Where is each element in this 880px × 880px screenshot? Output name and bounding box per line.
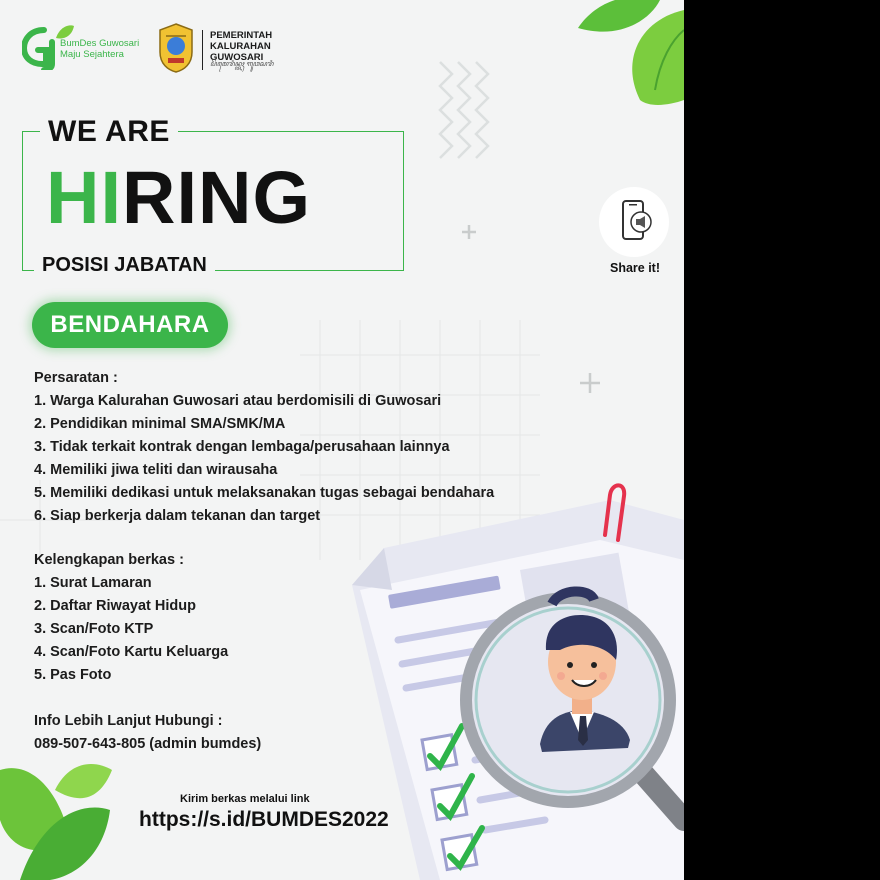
bumdes-name: [60, 38, 139, 60]
list-item: 2. Daftar Riwayat Hidup: [34, 598, 196, 614]
gov-line-3: GUWOSARI: [210, 52, 264, 63]
share-button[interactable]: [599, 187, 669, 257]
contact-title: Info Lebih Lanjut Hubungi :: [34, 713, 223, 729]
documents-section: [34, 549, 228, 687]
submit-link[interactable]: https://s.id/BUMDES2022: [139, 808, 389, 831]
gov-line-2: KALURAHAN: [210, 41, 271, 52]
contact-section: [34, 710, 261, 756]
headline-hiring: [46, 158, 311, 238]
leaf-icon: [0, 764, 112, 880]
list-item: 4. Memiliki jiwa teliti dan wirausaha: [34, 462, 278, 478]
leaf-icon: [578, 0, 684, 105]
headline-subtitle: POSISI JABATAN: [34, 254, 215, 277]
zigzag-decor: [440, 62, 488, 158]
list-item: 1. Surat Lamaran: [34, 575, 152, 591]
position-badge: BENDAHARA: [32, 302, 228, 348]
list-item: 3. Tidak terkait kontrak dengan lembaga/perusahaan lainnya: [34, 439, 450, 455]
guwosari-emblem-icon: [158, 22, 194, 74]
headline-we-are: WE ARE: [40, 115, 178, 149]
list-item: 1. Warga Kalurahan Guwosari atau berdomisili di Guwosari: [34, 393, 442, 409]
documents-title: Kelengkapan berkas :: [34, 552, 184, 568]
header-divider: [202, 30, 203, 70]
share-label: Share it!: [610, 261, 661, 275]
phone-megaphone-icon: [599, 187, 669, 257]
contact-phone[interactable]: 089-507-643-805 (admin bumdes): [34, 736, 262, 752]
list-item: 6. Siap berkerja dalam tekanan dan target: [34, 508, 321, 524]
bumdes-tagline: Maju Sejahtera: [60, 49, 124, 60]
headline-hiring-dark: RING: [122, 156, 311, 239]
list-item: 4. Scan/Foto Kartu Keluarga: [34, 644, 229, 660]
documents-list: [34, 572, 228, 687]
submit-caption: Kirim berkas melalui link: [180, 793, 310, 805]
headline-hiring-green: HI: [46, 156, 122, 239]
requirements-list: [34, 390, 494, 528]
bumdes-name-text: BumDes Guwosari: [60, 38, 140, 49]
gov-javanese-script: ꦥꦼꦩꦺꦫꦶꦤ꧀ꦠꦃ ꦒꦸꦮꦱꦫꦶ: [210, 61, 274, 68]
list-item: 5. Pas Foto: [34, 667, 112, 683]
requirements-title: Persaratan :: [34, 370, 118, 386]
requirements-section: [34, 367, 494, 528]
list-item: 2. Pendidikan minimal SMA/SMK/MA: [34, 416, 286, 432]
list-item: 3. Scan/Foto KTP: [34, 621, 154, 637]
list-item: 5. Memiliki dedikasi untuk melaksanakan tugas sebagai bendahara: [34, 485, 495, 501]
gov-line-1: PEMERINTAH: [210, 30, 273, 41]
